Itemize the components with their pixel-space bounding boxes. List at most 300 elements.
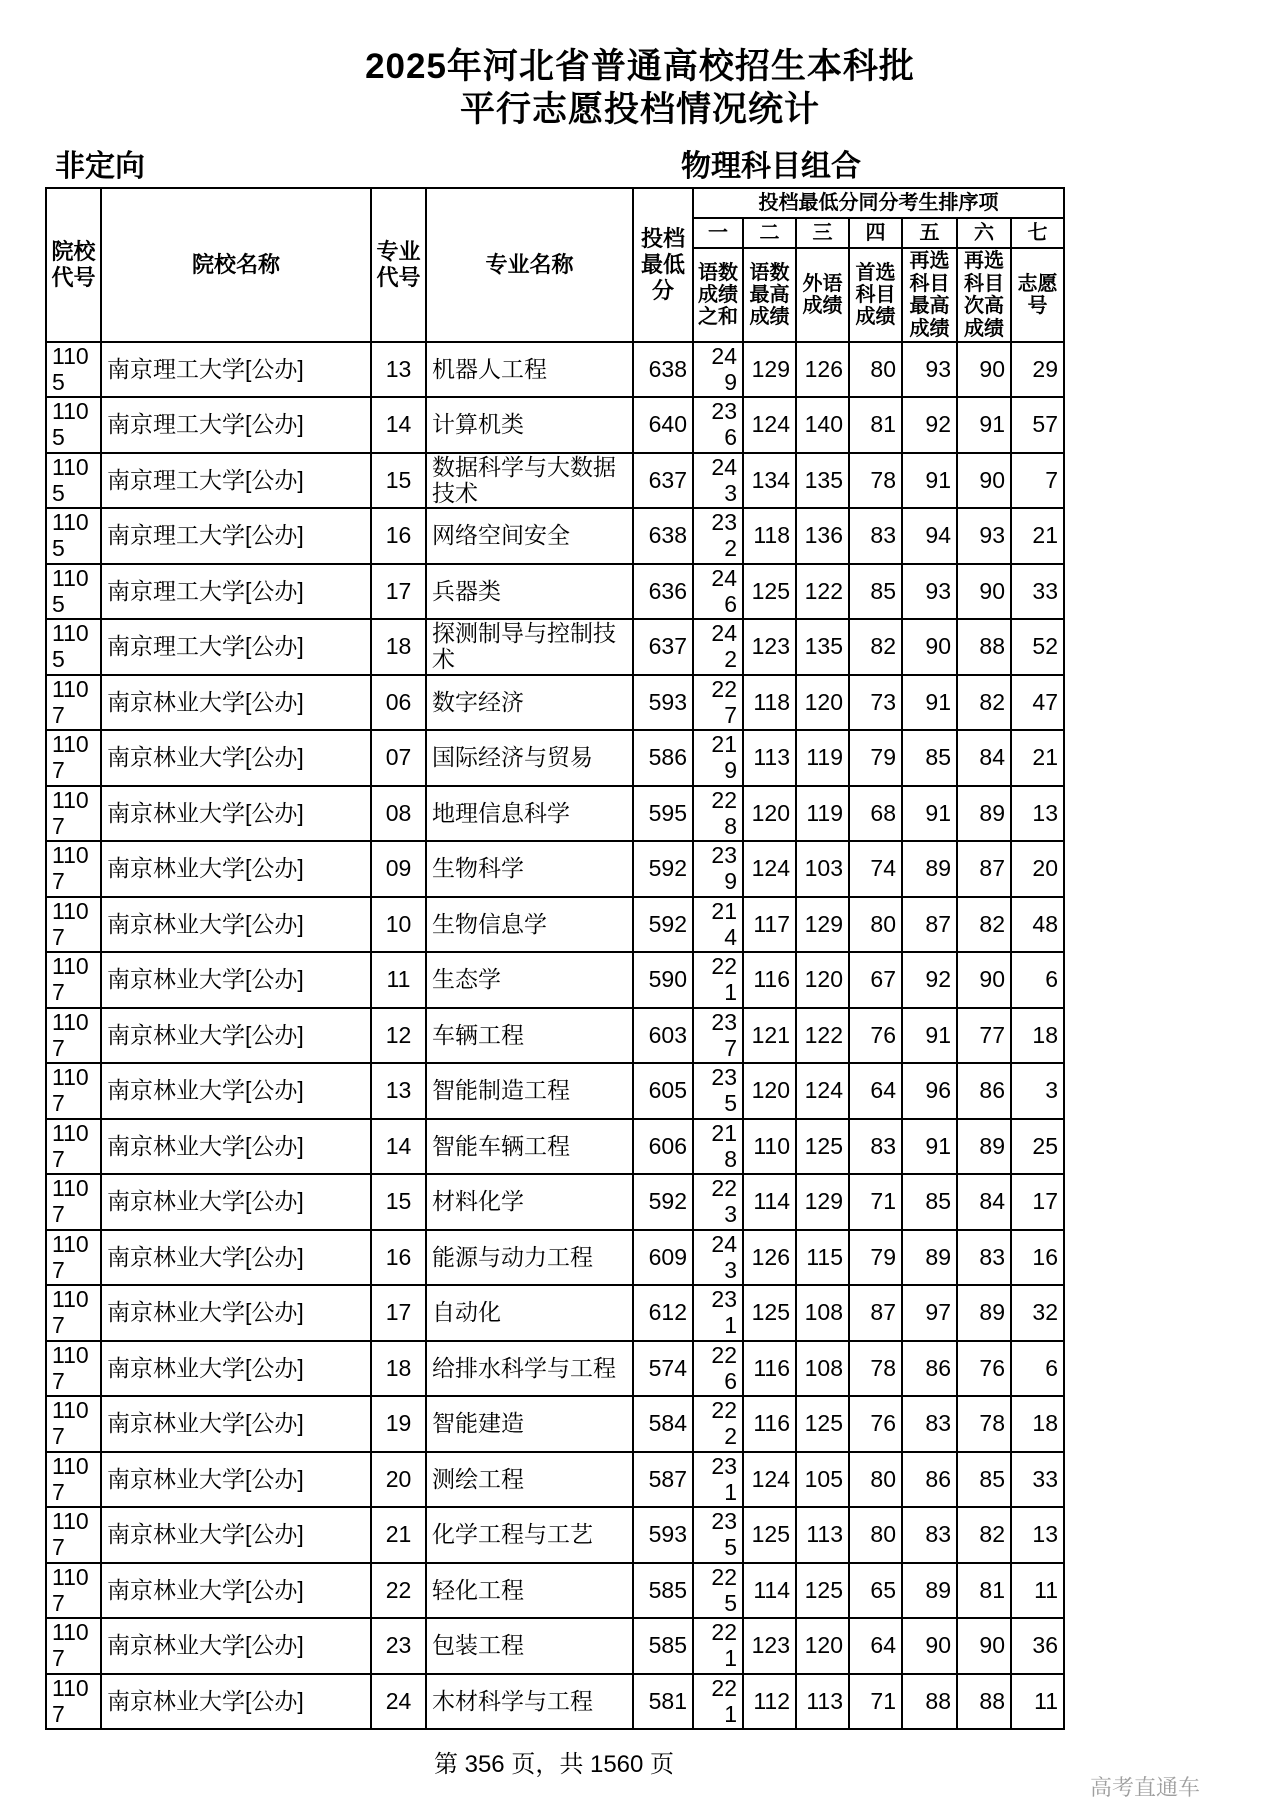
min-score-cell: 606 xyxy=(633,1119,693,1175)
first-subject-cell: 67 xyxy=(849,952,902,1008)
min-score-cell: 587 xyxy=(633,1452,693,1508)
major-code-cell: 16 xyxy=(371,1230,426,1286)
max-lang-math-cell: 120 xyxy=(743,1063,796,1119)
college-code-cell: 1107 xyxy=(46,786,101,842)
college-code-cell: 1105 xyxy=(46,397,101,453)
min-score-cell: 585 xyxy=(633,1563,693,1619)
major-name-cell: 地理信息科学 xyxy=(426,786,633,842)
volunteer-no-cell: 13 xyxy=(1011,1507,1064,1563)
college-code-cell: 1107 xyxy=(46,730,101,786)
reselect-max-cell: 91 xyxy=(902,1119,957,1175)
volunteer-no-cell: 3 xyxy=(1011,1063,1064,1119)
college-code-cell: 1105 xyxy=(46,453,101,509)
foreign-lang-cell: 124 xyxy=(796,1063,849,1119)
table-row xyxy=(46,1396,1064,1452)
admission-table xyxy=(45,187,1065,1730)
table-row xyxy=(46,1341,1064,1397)
college-name-cell: 南京林业大学[公办] xyxy=(101,1063,371,1119)
major-code-cell: 17 xyxy=(371,1285,426,1341)
max-lang-math-cell: 114 xyxy=(743,1563,796,1619)
college-code-cell: 1107 xyxy=(46,1563,101,1619)
college-code-cell: 1107 xyxy=(46,1452,101,1508)
reselect-max-cell: 94 xyxy=(902,508,957,564)
college-name-cell: 南京林业大学[公办] xyxy=(101,730,371,786)
major-name-cell: 给排水科学与工程 xyxy=(426,1341,633,1397)
table-row xyxy=(46,1008,1064,1064)
sum-lang-math-cell: 231 xyxy=(693,1452,743,1508)
major-code-cell: 13 xyxy=(371,342,426,398)
table-row xyxy=(46,342,1064,398)
foreign-lang-cell: 108 xyxy=(796,1285,849,1341)
volunteer-no-cell: 47 xyxy=(1011,675,1064,731)
reselect-second-cell: 82 xyxy=(957,1507,1011,1563)
college-code-cell: 1105 xyxy=(46,564,101,620)
college-name-cell: 南京理工大学[公办] xyxy=(101,453,371,509)
min-score-cell: 612 xyxy=(633,1285,693,1341)
college-name-cell: 南京林业大学[公办] xyxy=(101,952,371,1008)
college-name-cell: 南京林业大学[公办] xyxy=(101,1119,371,1175)
volunteer-no-cell: 6 xyxy=(1011,1341,1064,1397)
college-code-cell: 1107 xyxy=(46,1285,101,1341)
table-body xyxy=(46,342,1064,1730)
tiebreak-num-6: 六 xyxy=(957,218,1011,248)
foreign-lang-cell: 105 xyxy=(796,1452,849,1508)
major-code-cell: 09 xyxy=(371,841,426,897)
sum-lang-math-cell: 235 xyxy=(693,1063,743,1119)
major-name-cell: 探测制导与控制技术 xyxy=(426,619,633,675)
table-row xyxy=(46,453,1064,509)
sum-lang-math-cell: 239 xyxy=(693,841,743,897)
foreign-lang-cell: 122 xyxy=(796,564,849,620)
first-subject-cell: 76 xyxy=(849,1396,902,1452)
major-code-cell: 21 xyxy=(371,1507,426,1563)
reselect-second-cell: 91 xyxy=(957,397,1011,453)
volunteer-no-cell: 36 xyxy=(1011,1618,1064,1674)
reselect-second-cell: 93 xyxy=(957,508,1011,564)
college-code-cell: 1107 xyxy=(46,952,101,1008)
min-score-cell: 590 xyxy=(633,952,693,1008)
volunteer-no-cell: 32 xyxy=(1011,1285,1064,1341)
major-name-cell: 生物信息学 xyxy=(426,897,633,953)
foreign-lang-cell: 120 xyxy=(796,675,849,731)
college-code-cell: 1107 xyxy=(46,1063,101,1119)
table-row xyxy=(46,564,1064,620)
reselect-max-cell: 91 xyxy=(902,1008,957,1064)
major-name-cell: 智能制造工程 xyxy=(426,1063,633,1119)
major-name-cell: 能源与动力工程 xyxy=(426,1230,633,1286)
col-header-major-name: 专业名称 xyxy=(426,188,633,342)
sum-lang-math-cell: 249 xyxy=(693,342,743,398)
col-header-major-code: 专业代号 xyxy=(371,188,426,342)
page-title xyxy=(0,0,1280,131)
volunteer-no-cell: 33 xyxy=(1011,564,1064,620)
foreign-lang-cell: 136 xyxy=(796,508,849,564)
college-name-cell: 南京理工大学[公办] xyxy=(101,397,371,453)
volunteer-no-cell: 13 xyxy=(1011,786,1064,842)
first-subject-cell: 78 xyxy=(849,453,902,509)
tiebreak-label-4: 首选科目成绩 xyxy=(849,248,902,342)
major-code-cell: 18 xyxy=(371,619,426,675)
max-lang-math-cell: 129 xyxy=(743,342,796,398)
reselect-max-cell: 83 xyxy=(902,1396,957,1452)
table-row xyxy=(46,1119,1064,1175)
sum-lang-math-cell: 226 xyxy=(693,1341,743,1397)
college-name-cell: 南京林业大学[公办] xyxy=(101,786,371,842)
table-row xyxy=(46,897,1064,953)
volunteer-no-cell: 20 xyxy=(1011,841,1064,897)
first-subject-cell: 65 xyxy=(849,1563,902,1619)
reselect-second-cell: 83 xyxy=(957,1230,1011,1286)
first-subject-cell: 64 xyxy=(849,1618,902,1674)
table-row xyxy=(46,952,1064,1008)
min-score-cell: 592 xyxy=(633,897,693,953)
reselect-second-cell: 76 xyxy=(957,1341,1011,1397)
volunteer-no-cell: 7 xyxy=(1011,453,1064,509)
plan-type-label: 非定向 xyxy=(55,150,145,184)
max-lang-math-cell: 126 xyxy=(743,1230,796,1286)
sum-lang-math-cell: 232 xyxy=(693,508,743,564)
sum-lang-math-cell: 221 xyxy=(693,952,743,1008)
sum-lang-math-cell: 242 xyxy=(693,619,743,675)
sum-lang-math-cell: 219 xyxy=(693,730,743,786)
reselect-max-cell: 86 xyxy=(902,1341,957,1397)
max-lang-math-cell: 124 xyxy=(743,841,796,897)
first-subject-cell: 76 xyxy=(849,1008,902,1064)
tiebreak-label-2: 语数最高成绩 xyxy=(743,248,796,342)
max-lang-math-cell: 112 xyxy=(743,1674,796,1730)
major-name-cell: 化学工程与工艺 xyxy=(426,1507,633,1563)
table-row xyxy=(46,1063,1064,1119)
foreign-lang-cell: 120 xyxy=(796,1618,849,1674)
tiebreak-num-5: 五 xyxy=(902,218,957,248)
reselect-max-cell: 96 xyxy=(902,1063,957,1119)
major-code-cell: 13 xyxy=(371,1063,426,1119)
reselect-max-cell: 86 xyxy=(902,1452,957,1508)
major-name-cell: 材料化学 xyxy=(426,1174,633,1230)
college-code-cell: 1105 xyxy=(46,619,101,675)
reselect-max-cell: 89 xyxy=(902,841,957,897)
volunteer-no-cell: 18 xyxy=(1011,1396,1064,1452)
max-lang-math-cell: 118 xyxy=(743,508,796,564)
reselect-max-cell: 93 xyxy=(902,342,957,398)
sum-lang-math-cell: 227 xyxy=(693,675,743,731)
max-lang-math-cell: 123 xyxy=(743,619,796,675)
college-code-cell: 1105 xyxy=(46,508,101,564)
max-lang-math-cell: 114 xyxy=(743,1174,796,1230)
first-subject-cell: 74 xyxy=(849,841,902,897)
max-lang-math-cell: 116 xyxy=(743,1396,796,1452)
college-code-cell: 1107 xyxy=(46,841,101,897)
sum-lang-math-cell: 221 xyxy=(693,1674,743,1730)
college-name-cell: 南京林业大学[公办] xyxy=(101,675,371,731)
foreign-lang-cell: 125 xyxy=(796,1563,849,1619)
max-lang-math-cell: 124 xyxy=(743,397,796,453)
major-code-cell: 24 xyxy=(371,1674,426,1730)
tiebreak-num-7: 七 xyxy=(1011,218,1064,248)
first-subject-cell: 71 xyxy=(849,1674,902,1730)
min-score-cell: 586 xyxy=(633,730,693,786)
reselect-second-cell: 82 xyxy=(957,897,1011,953)
reselect-second-cell: 89 xyxy=(957,786,1011,842)
volunteer-no-cell: 17 xyxy=(1011,1174,1064,1230)
table-row xyxy=(46,841,1064,897)
college-name-cell: 南京林业大学[公办] xyxy=(101,1008,371,1064)
foreign-lang-cell: 113 xyxy=(796,1507,849,1563)
major-name-cell: 智能车辆工程 xyxy=(426,1119,633,1175)
reselect-second-cell: 88 xyxy=(957,619,1011,675)
min-score-cell: 592 xyxy=(633,841,693,897)
sum-lang-math-cell: 221 xyxy=(693,1618,743,1674)
reselect-second-cell: 87 xyxy=(957,841,1011,897)
college-name-cell: 南京林业大学[公办] xyxy=(101,897,371,953)
reselect-second-cell: 77 xyxy=(957,1008,1011,1064)
foreign-lang-cell: 129 xyxy=(796,897,849,953)
foreign-lang-cell: 115 xyxy=(796,1230,849,1286)
college-name-cell: 南京林业大学[公办] xyxy=(101,841,371,897)
major-name-cell: 自动化 xyxy=(426,1285,633,1341)
first-subject-cell: 73 xyxy=(849,675,902,731)
table-header xyxy=(46,188,1064,342)
foreign-lang-cell: 103 xyxy=(796,841,849,897)
volunteer-no-cell: 6 xyxy=(1011,952,1064,1008)
major-name-cell: 数字经济 xyxy=(426,675,633,731)
volunteer-no-cell: 33 xyxy=(1011,1452,1064,1508)
reselect-max-cell: 90 xyxy=(902,619,957,675)
max-lang-math-cell: 124 xyxy=(743,1452,796,1508)
major-code-cell: 12 xyxy=(371,1008,426,1064)
table-row xyxy=(46,1230,1064,1286)
page-number: 第 356 页，共 1560 页 xyxy=(433,1751,675,1779)
major-code-cell: 22 xyxy=(371,1563,426,1619)
sum-lang-math-cell: 243 xyxy=(693,1230,743,1286)
major-code-cell: 14 xyxy=(371,397,426,453)
max-lang-math-cell: 125 xyxy=(743,1507,796,1563)
major-name-cell: 生态学 xyxy=(426,952,633,1008)
reselect-second-cell: 82 xyxy=(957,675,1011,731)
major-name-cell: 数据科学与大数据技术 xyxy=(426,453,633,509)
first-subject-cell: 64 xyxy=(849,1063,902,1119)
reselect-max-cell: 89 xyxy=(902,1230,957,1286)
foreign-lang-cell: 125 xyxy=(796,1396,849,1452)
tiebreak-label-3: 外语成绩 xyxy=(796,248,849,342)
sum-lang-math-cell: 228 xyxy=(693,786,743,842)
volunteer-no-cell: 18 xyxy=(1011,1008,1064,1064)
volunteer-no-cell: 25 xyxy=(1011,1119,1064,1175)
major-code-cell: 20 xyxy=(371,1452,426,1508)
first-subject-cell: 80 xyxy=(849,1452,902,1508)
reselect-second-cell: 90 xyxy=(957,1618,1011,1674)
foreign-lang-cell: 135 xyxy=(796,619,849,675)
table-row xyxy=(46,397,1064,453)
max-lang-math-cell: 120 xyxy=(743,786,796,842)
reselect-max-cell: 91 xyxy=(902,675,957,731)
min-score-cell: 595 xyxy=(633,786,693,842)
college-name-cell: 南京林业大学[公办] xyxy=(101,1563,371,1619)
col-header-college-name: 院校名称 xyxy=(101,188,371,342)
min-score-cell: 593 xyxy=(633,675,693,731)
min-score-cell: 593 xyxy=(633,1507,693,1563)
major-code-cell: 07 xyxy=(371,730,426,786)
volunteer-no-cell: 21 xyxy=(1011,508,1064,564)
col-header-min-score: 投档最低分 xyxy=(633,188,693,342)
max-lang-math-cell: 118 xyxy=(743,675,796,731)
major-code-cell: 23 xyxy=(371,1618,426,1674)
college-name-cell: 南京理工大学[公办] xyxy=(101,342,371,398)
table-row xyxy=(46,730,1064,786)
reselect-second-cell: 84 xyxy=(957,1174,1011,1230)
tiebreak-label-7: 志愿号 xyxy=(1011,248,1064,342)
college-name-cell: 南京林业大学[公办] xyxy=(101,1507,371,1563)
min-score-cell: 637 xyxy=(633,619,693,675)
reselect-max-cell: 87 xyxy=(902,897,957,953)
volunteer-no-cell: 52 xyxy=(1011,619,1064,675)
min-score-cell: 581 xyxy=(633,1674,693,1730)
table-row xyxy=(46,508,1064,564)
college-name-cell: 南京理工大学[公办] xyxy=(101,564,371,620)
college-code-cell: 1107 xyxy=(46,897,101,953)
college-code-cell: 1107 xyxy=(46,1341,101,1397)
first-subject-cell: 85 xyxy=(849,564,902,620)
min-score-cell: 636 xyxy=(633,564,693,620)
table-row xyxy=(46,1674,1064,1730)
first-subject-cell: 83 xyxy=(849,1119,902,1175)
reselect-second-cell: 89 xyxy=(957,1285,1011,1341)
college-name-cell: 南京林业大学[公办] xyxy=(101,1341,371,1397)
max-lang-math-cell: 110 xyxy=(743,1119,796,1175)
reselect-second-cell: 89 xyxy=(957,1119,1011,1175)
tiebreak-num-1: 一 xyxy=(693,218,743,248)
max-lang-math-cell: 113 xyxy=(743,730,796,786)
table-row xyxy=(46,1174,1064,1230)
sum-lang-math-cell: 235 xyxy=(693,1507,743,1563)
first-subject-cell: 83 xyxy=(849,508,902,564)
sum-lang-math-cell: 214 xyxy=(693,897,743,953)
max-lang-math-cell: 116 xyxy=(743,952,796,1008)
min-score-cell: 603 xyxy=(633,1008,693,1064)
reselect-max-cell: 88 xyxy=(902,1674,957,1730)
reselect-second-cell: 90 xyxy=(957,453,1011,509)
college-name-cell: 南京林业大学[公办] xyxy=(101,1396,371,1452)
major-code-cell: 16 xyxy=(371,508,426,564)
reselect-second-cell: 90 xyxy=(957,342,1011,398)
sum-lang-math-cell: 243 xyxy=(693,453,743,509)
major-code-cell: 08 xyxy=(371,786,426,842)
major-code-cell: 15 xyxy=(371,453,426,509)
college-code-cell: 1107 xyxy=(46,675,101,731)
tiebreak-label-1: 语数成绩之和 xyxy=(693,248,743,342)
min-score-cell: 584 xyxy=(633,1396,693,1452)
reselect-max-cell: 91 xyxy=(902,453,957,509)
volunteer-no-cell: 29 xyxy=(1011,342,1064,398)
first-subject-cell: 78 xyxy=(849,1341,902,1397)
min-score-cell: 605 xyxy=(633,1063,693,1119)
reselect-max-cell: 92 xyxy=(902,397,957,453)
college-name-cell: 南京理工大学[公办] xyxy=(101,619,371,675)
table-row xyxy=(46,786,1064,842)
foreign-lang-cell: 125 xyxy=(796,1119,849,1175)
sum-lang-math-cell: 246 xyxy=(693,564,743,620)
reselect-second-cell: 78 xyxy=(957,1396,1011,1452)
min-score-cell: 592 xyxy=(633,1174,693,1230)
sum-lang-math-cell: 237 xyxy=(693,1008,743,1064)
section-labels xyxy=(0,141,1280,183)
min-score-cell: 638 xyxy=(633,342,693,398)
reselect-second-cell: 84 xyxy=(957,730,1011,786)
sum-lang-math-cell: 218 xyxy=(693,1119,743,1175)
major-name-cell: 测绘工程 xyxy=(426,1452,633,1508)
major-code-cell: 14 xyxy=(371,1119,426,1175)
foreign-lang-cell: 108 xyxy=(796,1341,849,1397)
max-lang-math-cell: 125 xyxy=(743,564,796,620)
reselect-max-cell: 90 xyxy=(902,1618,957,1674)
reselect-second-cell: 90 xyxy=(957,564,1011,620)
college-code-cell: 1107 xyxy=(46,1674,101,1730)
reselect-max-cell: 97 xyxy=(902,1285,957,1341)
volunteer-no-cell: 16 xyxy=(1011,1230,1064,1286)
min-score-cell: 609 xyxy=(633,1230,693,1286)
table-row xyxy=(46,1452,1064,1508)
major-name-cell: 生物科学 xyxy=(426,841,633,897)
first-subject-cell: 80 xyxy=(849,1507,902,1563)
major-name-cell: 兵器类 xyxy=(426,564,633,620)
college-code-cell: 1105 xyxy=(46,342,101,398)
foreign-lang-cell: 120 xyxy=(796,952,849,1008)
reselect-max-cell: 92 xyxy=(902,952,957,1008)
major-name-cell: 国际经济与贸易 xyxy=(426,730,633,786)
major-code-cell: 11 xyxy=(371,952,426,1008)
college-code-cell: 1107 xyxy=(46,1618,101,1674)
college-code-cell: 1107 xyxy=(46,1119,101,1175)
watermark: 高考直通车 xyxy=(1089,1775,1200,1800)
major-name-cell: 木材科学与工程 xyxy=(426,1674,633,1730)
major-name-cell: 智能建造 xyxy=(426,1396,633,1452)
first-subject-cell: 79 xyxy=(849,1230,902,1286)
tiebreak-num-2: 二 xyxy=(743,218,796,248)
reselect-second-cell: 88 xyxy=(957,1674,1011,1730)
first-subject-cell: 87 xyxy=(849,1285,902,1341)
reselect-second-cell: 81 xyxy=(957,1563,1011,1619)
college-code-cell: 1107 xyxy=(46,1396,101,1452)
volunteer-no-cell: 57 xyxy=(1011,397,1064,453)
foreign-lang-cell: 129 xyxy=(796,1174,849,1230)
tiebreak-num-3: 三 xyxy=(796,218,849,248)
major-code-cell: 17 xyxy=(371,564,426,620)
major-name-cell: 车辆工程 xyxy=(426,1008,633,1064)
foreign-lang-cell: 119 xyxy=(796,730,849,786)
volunteer-no-cell: 11 xyxy=(1011,1563,1064,1619)
title-line-2: 平行志愿投档情况统计 xyxy=(459,89,820,129)
college-name-cell: 南京理工大学[公办] xyxy=(101,508,371,564)
reselect-second-cell: 85 xyxy=(957,1452,1011,1508)
sum-lang-math-cell: 223 xyxy=(693,1174,743,1230)
reselect-max-cell: 83 xyxy=(902,1507,957,1563)
major-name-cell: 轻化工程 xyxy=(426,1563,633,1619)
first-subject-cell: 80 xyxy=(849,342,902,398)
major-name-cell: 网络空间安全 xyxy=(426,508,633,564)
college-name-cell: 南京林业大学[公办] xyxy=(101,1452,371,1508)
tiebreak-num-4: 四 xyxy=(849,218,902,248)
table-row xyxy=(46,619,1064,675)
min-score-cell: 585 xyxy=(633,1618,693,1674)
college-name-cell: 南京林业大学[公办] xyxy=(101,1618,371,1674)
reselect-max-cell: 93 xyxy=(902,564,957,620)
first-subject-cell: 81 xyxy=(849,397,902,453)
sum-lang-math-cell: 231 xyxy=(693,1285,743,1341)
volunteer-no-cell: 11 xyxy=(1011,1674,1064,1730)
college-name-cell: 南京林业大学[公办] xyxy=(101,1174,371,1230)
foreign-lang-cell: 126 xyxy=(796,342,849,398)
reselect-second-cell: 86 xyxy=(957,1063,1011,1119)
